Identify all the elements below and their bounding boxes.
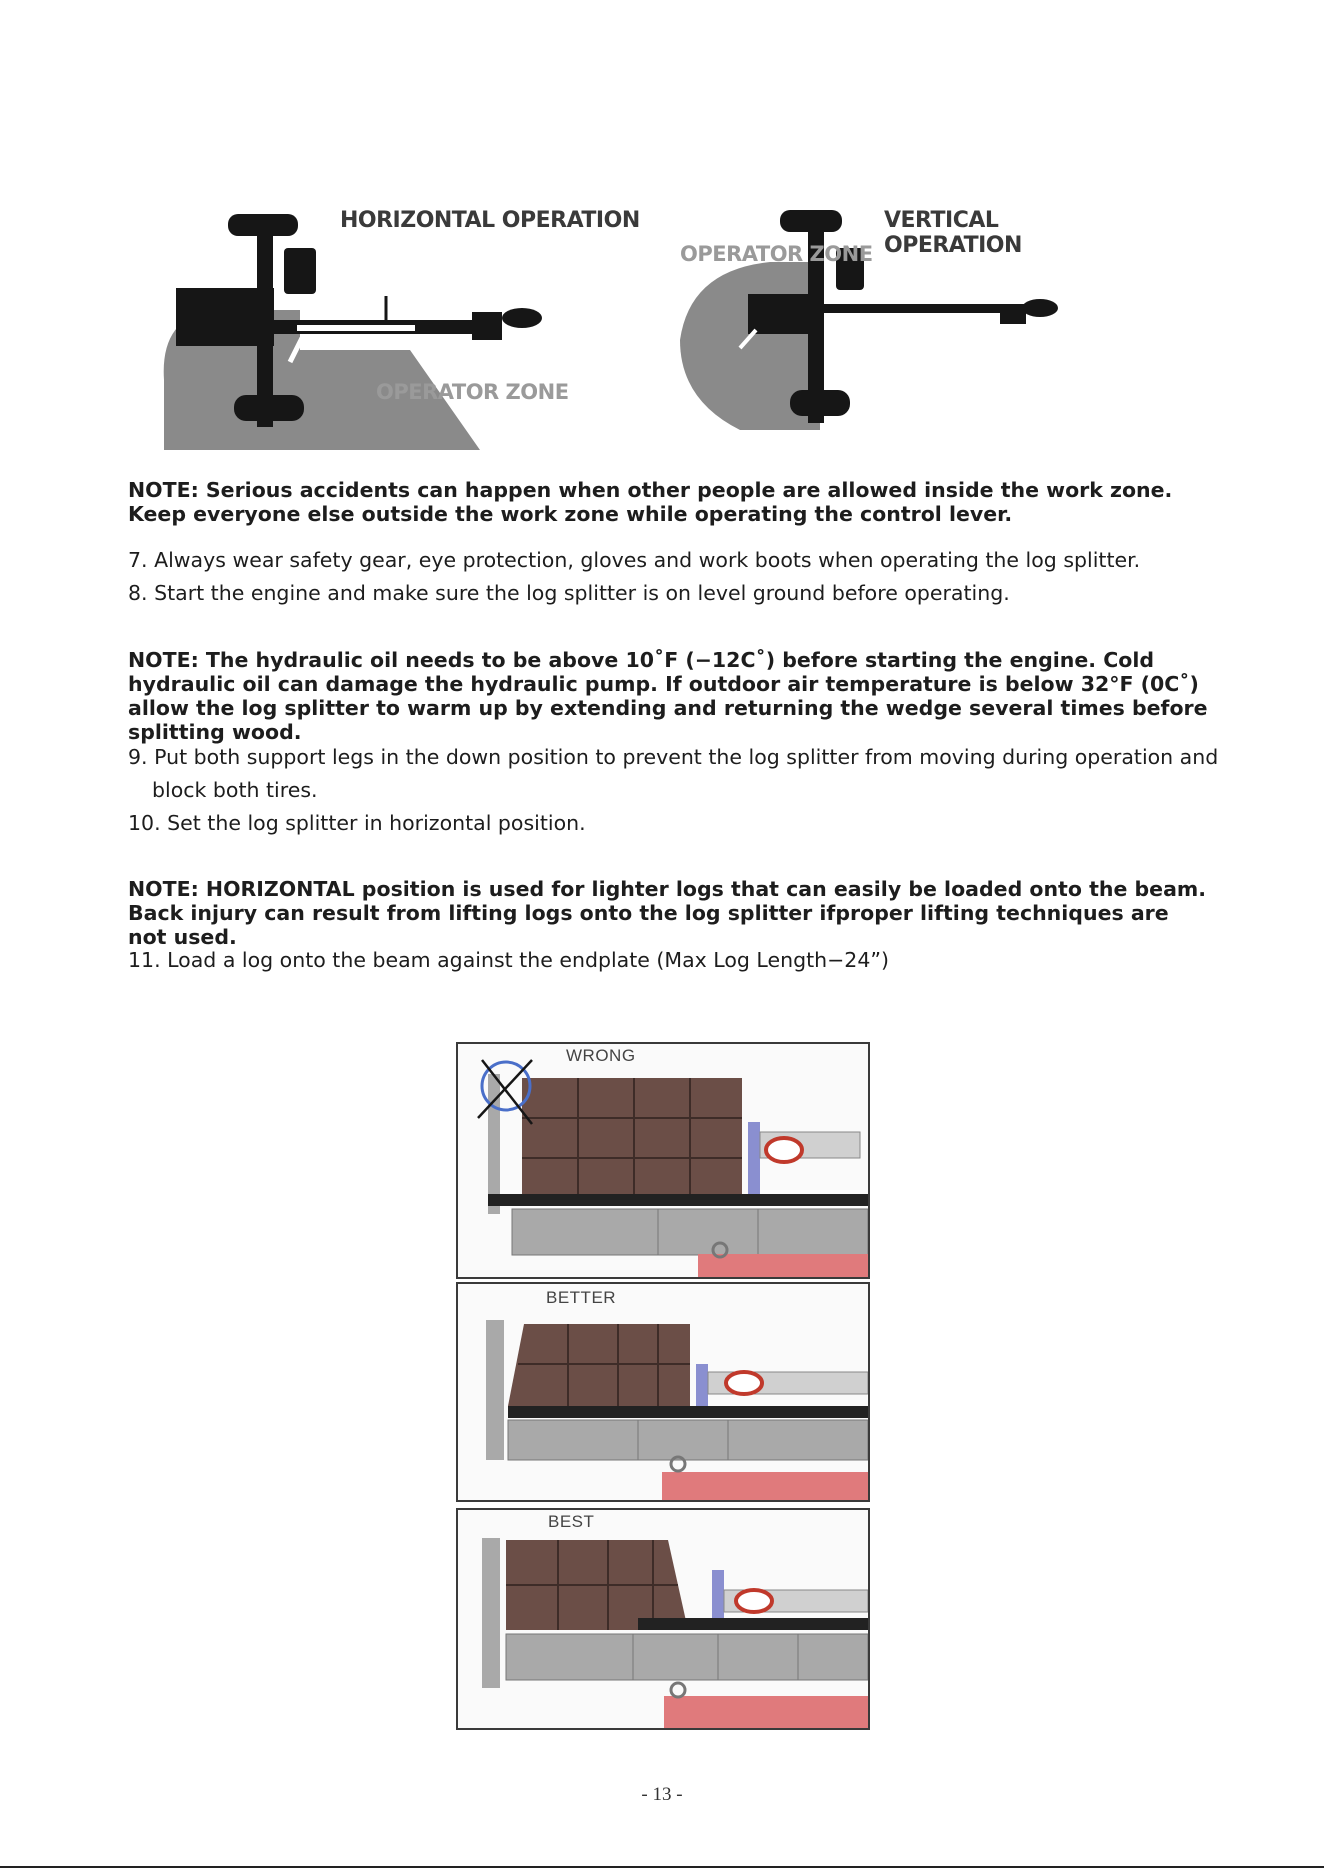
operation-diagrams [150, 200, 1110, 450]
note-hydraulic-oil: NOTE: The hydraulic oil needs to be above 10˚F (−12C˚) before starting the engine. Cold hydraulic oil can damage the hydraulic pump. If outdoor air temperature is below 32°F (0C˚) allow the log splitter to warm up by extending and returning the wedge several times before splitting wood. [128, 648, 1208, 744]
panel-best [456, 1508, 870, 1730]
page-number: - 13 - [641, 1784, 683, 1805]
horizontal-operation-title: HORIZONTAL OPERATION [340, 208, 640, 233]
note-horizontal-position: NOTE: HORIZONTAL position is used for lighter logs that can easily be loaded onto the beam. Back injury can result from lifting logs onto the log splitter ifproper lifting techniques are not used. [128, 877, 1207, 949]
vertical-operator-zone-label: OPERATOR ZONE [680, 242, 873, 266]
panel-better [456, 1282, 870, 1502]
step-8: 8. Start the engine and make sure the log splitter is on level ground before operating. [128, 581, 1010, 605]
best-illustration [458, 1510, 868, 1728]
step-9: 9. Put both support legs in the down position to prevent the log splitter from moving during operation and [128, 745, 1219, 769]
note-work-zone: NOTE: Serious accidents can happen when other people are allowed inside the work zone. Keep everyone else outside the work zone while operating the control lever. [128, 478, 1173, 526]
panel-wrong [456, 1042, 870, 1279]
step-7: 7. Always wear safety gear, eye protection, gloves and work boots when operating the log splitter. [128, 548, 1141, 572]
panel-better-label: BETTER [546, 1288, 617, 1307]
panel-best-label: BEST [548, 1512, 595, 1531]
horizontal-operator-zone-label: OPERATOR ZONE [376, 380, 569, 404]
bottom-rule [0, 1866, 1324, 1868]
step-9-continued: block both tires. [152, 778, 318, 802]
horizontal-operation-diagram [150, 200, 600, 450]
step-10: 10. Set the log splitter in horizontal position. [128, 811, 586, 835]
wrong-illustration [458, 1044, 868, 1277]
panel-wrong-label: WRONG [566, 1046, 636, 1065]
step-11: 11. Load a log onto the beam against the endplate (Max Log Length−24”) [128, 948, 890, 972]
better-illustration [458, 1284, 868, 1500]
vertical-operation-title: VERTICAL OPERATION [884, 208, 1022, 258]
